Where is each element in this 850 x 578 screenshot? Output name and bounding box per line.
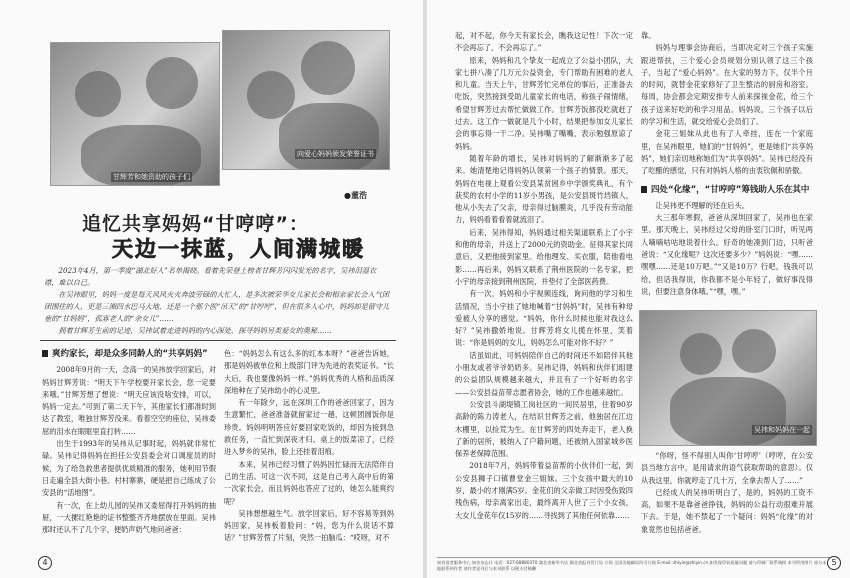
body-paragraph: 已经成人的吴祎听明白了，是的，妈妈的工资不高，如果不是靠爸爸挣钱，妈妈的公益行动很难开展下去。于是，她不禁起了一个疑问：妈妈“化缘”的对象竟然也包括爸爸。: [641, 487, 813, 534]
section-subhead: 四处“化缘”，“甘哼哼”筹钱助人乐在其中: [641, 184, 813, 196]
page-number: 4: [38, 556, 52, 570]
article-title-line2: 天边一抹蓝，人间满城暖: [112, 237, 365, 261]
right-column-1: [455, 30, 633, 548]
body-paragraph: 妈妈与理事会协商后，当即决定对三个孩子实施跟进帮扶，三个爱心会员规划分别认领了这三个孩子，当起了“爱心妈妈”。在大家的努力下，仅半个月的时间，就替金花家修好了卫生整洁的厨房和浴室。每周，协会都会定期安排专人前来探视金花，给三个孩子送来好吃的和学习用品。妈妈说，三个孩子以后的学习和生活，就交给爱心会员们了。: [641, 43, 813, 127]
photo-caption: 吴祎和妈妈在一起: [754, 426, 810, 434]
body-paragraph: 有一次，在上幼儿园的吴祎又委屈得打开妈妈的抽屉，一大摞红艳艳的证书整整齐齐地摆放在里面。吴祎那时还认不了几个字，便奶声奶气地问爸爸：: [42, 500, 216, 535]
divider: [40, 340, 396, 341]
body-paragraph: 话虽如此，可妈妈陪伴自己的时间还不如陪伴其他小朋友或者爷爷奶奶多。吴祎记得，妈妈和伙伴们组建的公益团队规模越来越大，并且有了一个好听的名字——公安县益苗带志愿者协会，她的工作也越来越忙。: [455, 350, 633, 397]
right-column-3: [641, 450, 813, 542]
section-subhead: 爽约家长，却是众多同龄人的“共享妈妈”: [42, 348, 216, 360]
body-paragraph: 起，对不起，你今天有家长会，瞧我这记性！下次一定不会再忘了，不会再忘了。”: [455, 31, 633, 53]
body-paragraph: 出生于1993年的吴祎从记事时起，妈妈就非常忙碌。吴祎记得妈妈在担任公安县委会对口调度员的时候，为了给急救患者提供优质精准的服务，她利用节假日走遍全县大街小巷、村村寨寨，硬是把自己练成了公安县的“活地图”。: [42, 439, 216, 498]
author-byline: ●董浩: [344, 191, 367, 200]
photo-caption: 甘辉芳和她资助的孩子们: [113, 173, 190, 181]
article-title-line1: 追忆共享妈妈“甘哼哼”：: [82, 213, 309, 235]
photo-award: [222, 30, 390, 170]
left-column-1: [42, 348, 216, 558]
photo-mother-daughter: [639, 310, 817, 446]
body-paragraph: 2008年9月的一天，念高一的吴祎放学回家后，对妈妈甘辉芳说：“明天下午学校要开家长会，您一定要来哦。”甘辉芳想了想说：“明天应该没啥安排，可以，妈妈一定去。”可到了第二天下午，其他家长们都准时到达了教室，唯独甘辉芳没来。看着空空的座位，吴祎委屈的泪水在眼眶里直打转……: [42, 365, 216, 436]
page-footer: 知音读者服务中心 知音杂志社 电话：027-68880370 湖北省新华书店 湖北省报刊发行局 订阅 全国各地邮局均可订阅 E-mail: zhiyin@zhiyin.cn 如发现印装质量问题 请与印刷厂联系调换 本刊所用图片 部分未能联系到作者 请作者见刊后与本刊联系 以便支付稿酬: [437, 557, 830, 572]
body-paragraph: 随着年龄的增长，吴祎对妈妈的了解渐渐多了起来。她清楚地记得妈妈认领第一个孩子的情景。那天，妈妈在电视上观看公安县某贫困乡中学颁奖典礼，有个获奖的农村小学的11岁小男孩，是公安县斑竹垱镇人，他从小失去了父亲，母亲得过脑膜炎，几乎没有劳动能力，妈妈看着看着就流泪了。: [455, 153, 633, 225]
body-paragraph: 2018年7月，妈妈带着益苗帮的小伙伴们一起，到公安县狮子口镇曹堂金三姐妹。三个女孩中最大的10岁，最小的才刚满5岁。金花们的父亲做工时因受伤致四残伤病，母亲离家出走，最终离开人世了三个小女孩，大女儿金花年仅15岁的……寻找到了其他任何依靠……: [455, 461, 633, 520]
right-page: [427, 0, 850, 578]
photo-children: [50, 42, 220, 186]
body-paragraph: 色：“妈妈怎么有这么多的红本本呀？”爸爸告诉她，那是妈妈被单位和上级部门评为先进的表奖证书。“长大后，我也要像妈妈一样。”妈妈优秀的人格和品质深深地种在了吴祎幼小的心灵里。: [224, 349, 394, 395]
body-paragraph: 金花三姐妹从此也有了人牵挂，连在一个家庭里，在吴祎眼里，她们的“甘妈妈”，更是她们“共享妈妈”，她们亲切地称她们为“共享妈妈”。吴祎已经没有了吃醋的感觉，只有对妈妈人格的由衷钦佩和骄傲。: [641, 129, 813, 176]
photo-caption: 向爱心妈妈颁发荣誉证书: [297, 150, 374, 158]
body-paragraph: 有一次，妈妈和小宇视频连线，询问他的学习和生活情况，当小宇挂了她地喊着“甘妈妈”时，吴祎有种母爱被人分享的感觉。“妈妈，你什么时候也能对我这么好？”吴祎撒娇地说。甘辉芳将女儿揽在怀里，笑着说：“你是妈妈的女儿，妈妈怎么可能对你不好？”: [455, 289, 633, 348]
body-paragraph: 后来，吴祎得知，妈妈通过相关渠道联系上了小宇和他的母亲，并送上了2000元的资助金。征得其家长同意后，又把他接到家里。给他理发、买衣服，陪他看电影……再后来，妈妈又联系了荆州医院的一名专家，把小宇的母亲接到荆州医院，并垫付了全部医药费。: [455, 227, 633, 286]
body-paragraph: 公安县斗湖堤镇工岗社区的一间民居里，住着90岁高龄的陈力涛老人，在结识甘辉芳之前，他独居在江边木棚里，以捡荒为生。在甘辉芳的四处奔走下，老人换了新的居所，被纳入了户籍问题，还被纳入国家城乡医保养老保障范围。: [455, 399, 633, 459]
body-paragraph: 大三那年寒假，爸爸从深圳回家了，吴祎也在家里。那天晚上，吴祎经过父母的卧室门口时，听见两人嘀嘀咕咕地说着什么。好奇的她凑到门边，只听爸爸说：“又化缘呢？这次还要多少？”妈妈说：“嘿……嘿嘿……还是10万吧。”“又是10万？行吧，钱我可以给，但话我得说，你我都不是小年轻了，做好事没得说，但要注意身体哦。”“嘿，嘿。”: [641, 213, 813, 296]
intro-paragraph: 拥着甘辉芳生前的足迹，吴祎试着走进妈妈的内心深处，探寻妈妈另类爱女的奥秘……: [58, 326, 332, 335]
body-paragraph: “你呀，怪不得别人叫你‘甘哼哼’（哼哼，在公安县当地方言中，是用请求的语气获取帮助的意思）。仅从我这里，你就哼走了几十万，全拿去帮人了……”: [641, 451, 813, 485]
body-paragraph: 让吴祎更不理解的还在后头。: [655, 200, 749, 210]
right-column-2: [641, 30, 813, 306]
body-paragraph: 原来，妈妈和几个挚友一起成立了公益小团队，大家七拼八凑了几万元公益资金，专门帮助有困难的老人和儿童。当天上午，甘辉芳忙完单位的事后，正准备去吃饭，突然接到受助儿童家长的电话，称孩子闹情绪，希望甘辉芳过去帮忙做做工作。甘辉芳饭都没吃就赶了过去。这工作一做就是几个小时，结果把参加女儿家长会的事忘得一干二净。吴祎嘴了嘴嘴，表示勉强原谅了妈妈。: [455, 55, 633, 151]
intro-paragraph: 在吴祎眼里，妈妈一度是每天风风火火奔波劳碌的大忙人，是多次被荣华女儿家长会和相亲家长会入气团团围住的人，更是三湘四水巴马大地，还是一个那个医“吊天”的“甘哼哼”，但在很多人心中，妈妈却是留守儿童的“甘妈妈”，孤寡老人的“余女儿”……: [44, 290, 390, 323]
intro-paragraph: 2023年4月，第一季度“湖北好人”名单揭晓。看着先荣登上榜者甘辉芳闪闪发光的名字，吴祎泪湿衣襟，难以自已。: [44, 266, 377, 287]
body-paragraph: 本来，吴祎已经习惯了妈妈因忙碌而无法陪伴自己的生活。可这一次不同，这是自己考入高中后的第一次家长会，而且妈妈也答应了过的，她怎么能爽约呢？: [224, 459, 394, 506]
left-page: [0, 0, 423, 578]
body-paragraph: 靠。: [641, 31, 656, 40]
article-intro: [44, 265, 390, 337]
body-paragraph: 有一年除夕，远在深圳工作的爸爸回家了，因为生意繁忙，爸爸准备就留家过一趟，这顿团圆饭你是珍贵。妈妈明明答应好要回家吃饭的，却因为接到急救任务，一直忙到深夜才归。桌上的饭菜凉了，已经进入梦乡的吴祎，脸上还挂着泪痕。: [224, 398, 394, 457]
left-column-2: [224, 348, 394, 558]
page-number: 5: [827, 556, 841, 570]
body-paragraph: 吴祎想想越生气。放学回家后，好不容易等到妈妈回家，吴祎板着脸问：“妈，您为什么说话不算话？”甘辉芳愣了片刻，突然一拍脑瓜：“哎呀，对不: [224, 508, 394, 543]
